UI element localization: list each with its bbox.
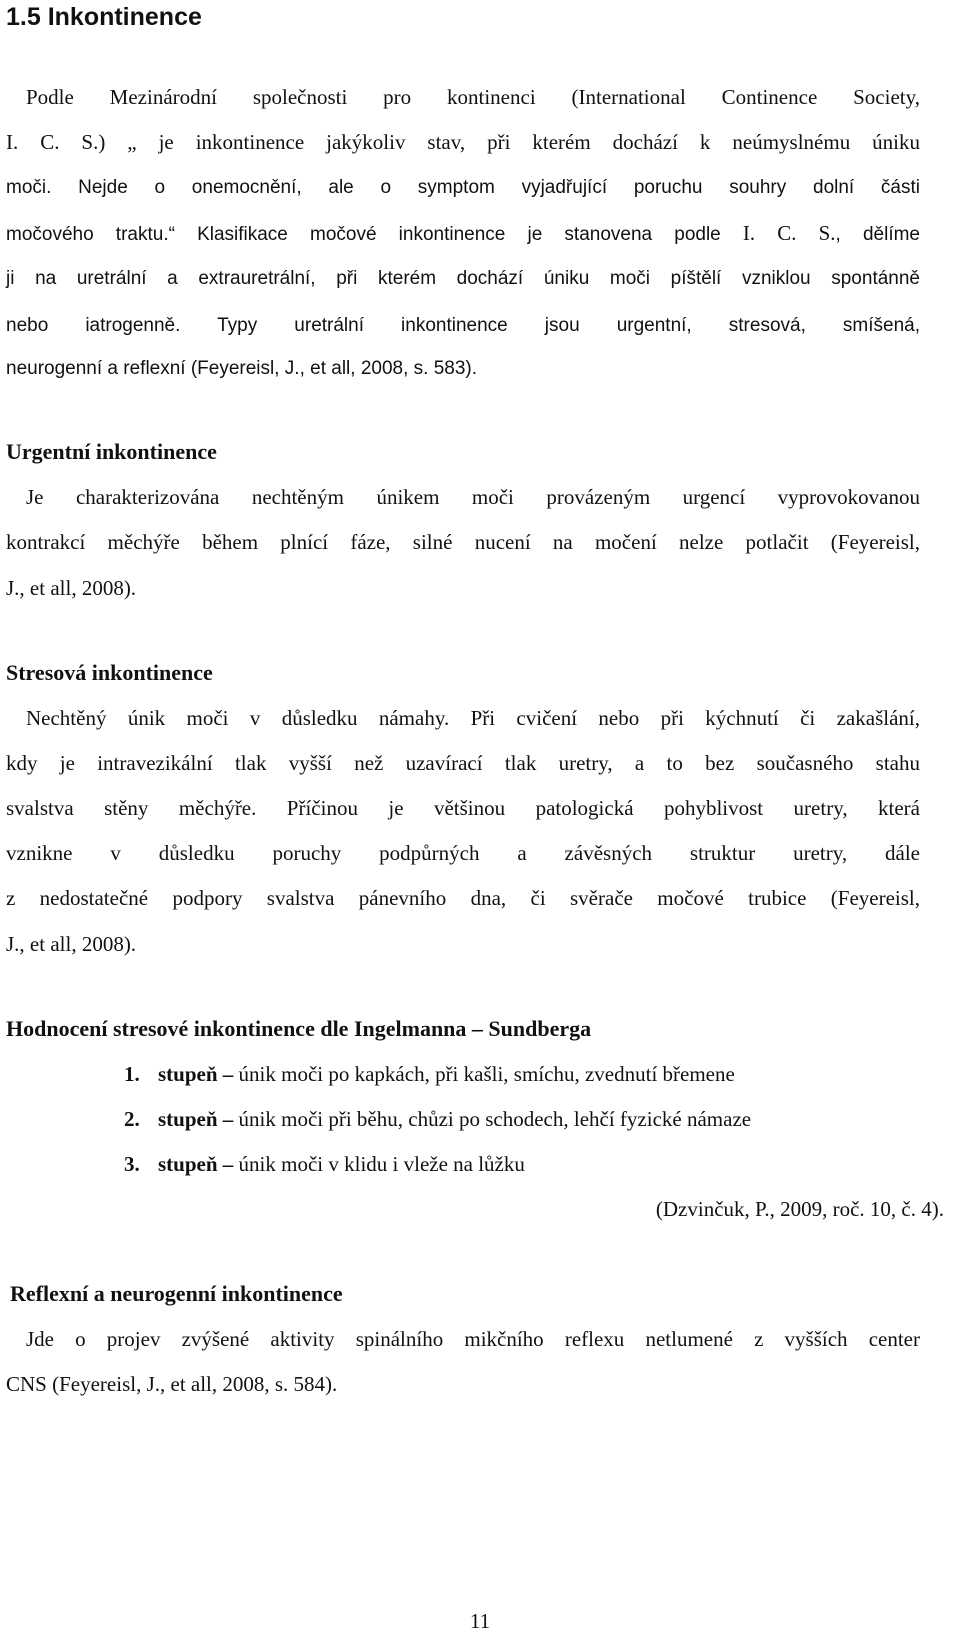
list-number: 3. [124, 1152, 140, 1176]
citation: (Dzvinčuk, P., 2009, roč. 10, č. 4). [655, 1197, 944, 1221]
text-line: J., et all, 2008). [6, 932, 137, 956]
text-line [6, 311, 920, 339]
text-line: Podle Mezinárodní společnosti pro kontinenci (International Continence Society, [26, 85, 920, 109]
text-line: Jde o projev zvýšené aktivity spinálního mikčního reflexu netlumené z vyšších center [26, 1327, 920, 1351]
grade-text: únik moči po kapkách, při kašli, smíchu, zvednutí břemene [233, 1062, 735, 1086]
subsection-title: Hodnocení stresové inkontinence dle Ingelmanna – Sundberga [6, 1016, 592, 1041]
text-segment: Typy uretrální inkontinence jsou urgentní, stresová, smíšená, [180, 315, 920, 336]
text-line: kontrakcí měchýře během plnící fáze, silné nucení na močení nelze potlačit (Feyereisl, [6, 530, 920, 554]
text-line: J., et all, 2008). [6, 576, 137, 600]
grade-text: únik moči v klidu i vleže na lůžku [233, 1152, 525, 1176]
list-item [124, 1106, 751, 1132]
list-number: 2. [124, 1107, 140, 1131]
list-item [124, 1061, 735, 1087]
text-line: vznikne v důsledku poruchy podpůrných a závěsných struktur uretry, dále [6, 841, 920, 865]
text-segment: , dělíme [835, 224, 920, 245]
text-segment: močového traktu.“ Klasifikace močové inkontinence je stanovena podle [6, 224, 743, 245]
grade-label: stupeň – [158, 1062, 234, 1086]
subsection-title: Stresová inkontinence [6, 660, 213, 685]
text-line: neurogenní a reflexní (Feyereisl, J., et all, 2008, s. 583). [6, 358, 478, 379]
text-line: svalstva stěny měchýře. Příčinou je většinou patologická pohyblivost uretry, která [6, 796, 920, 820]
text-segment: I. C. S. [742, 221, 836, 245]
grade-text: únik moči při běhu, chůzi po schodech, lehčí fyzické námaze [233, 1107, 752, 1131]
subsection-title: Urgentní inkontinence [6, 439, 217, 464]
text-line: ji na uretrální a extrauretrální, při kterém dochází úniku moči píštělí vzniklou spontánně [6, 268, 920, 289]
section-heading: 1.5 Inkontinence [6, 3, 202, 31]
subsection-title: Reflexní a neurogenní inkontinence [10, 1281, 343, 1306]
grade-label: stupeň – [158, 1152, 234, 1176]
page-number: 11 [469, 1609, 491, 1633]
text-segment: nebo iatrogenně. [6, 315, 181, 336]
text-line: Nechtěný únik moči v důsledku námahy. Při cvičení nebo při kýchnutí či zakašlání, [26, 706, 920, 730]
list-item [124, 1151, 525, 1177]
list-number: 1. [124, 1062, 140, 1086]
text-line: moči. Nejde o onemocnění, ale o symptom vyjadřující poruchu souhry dolní části [6, 177, 920, 198]
text-line: I. C. S.) „ je inkontinence jakýkoliv stav, při kterém dochází k neúmyslnému úniku [6, 130, 920, 154]
text-line: kdy je intravezikální tlak vyšší než uzavírací tlak uretry, a to bez současného stahu [6, 751, 920, 775]
text-line: Je charakterizována nechtěným únikem moči provázeným urgencí vyprovokovanou [26, 485, 920, 509]
text-line: z nedostatečné podpory svalstva pánevního dna, či svěrače močové trubice (Feyereisl, [6, 886, 920, 910]
text-line: CNS (Feyereisl, J., et all, 2008, s. 584). [6, 1372, 338, 1396]
grade-label: stupeň – [158, 1107, 234, 1131]
text-line [6, 220, 920, 248]
